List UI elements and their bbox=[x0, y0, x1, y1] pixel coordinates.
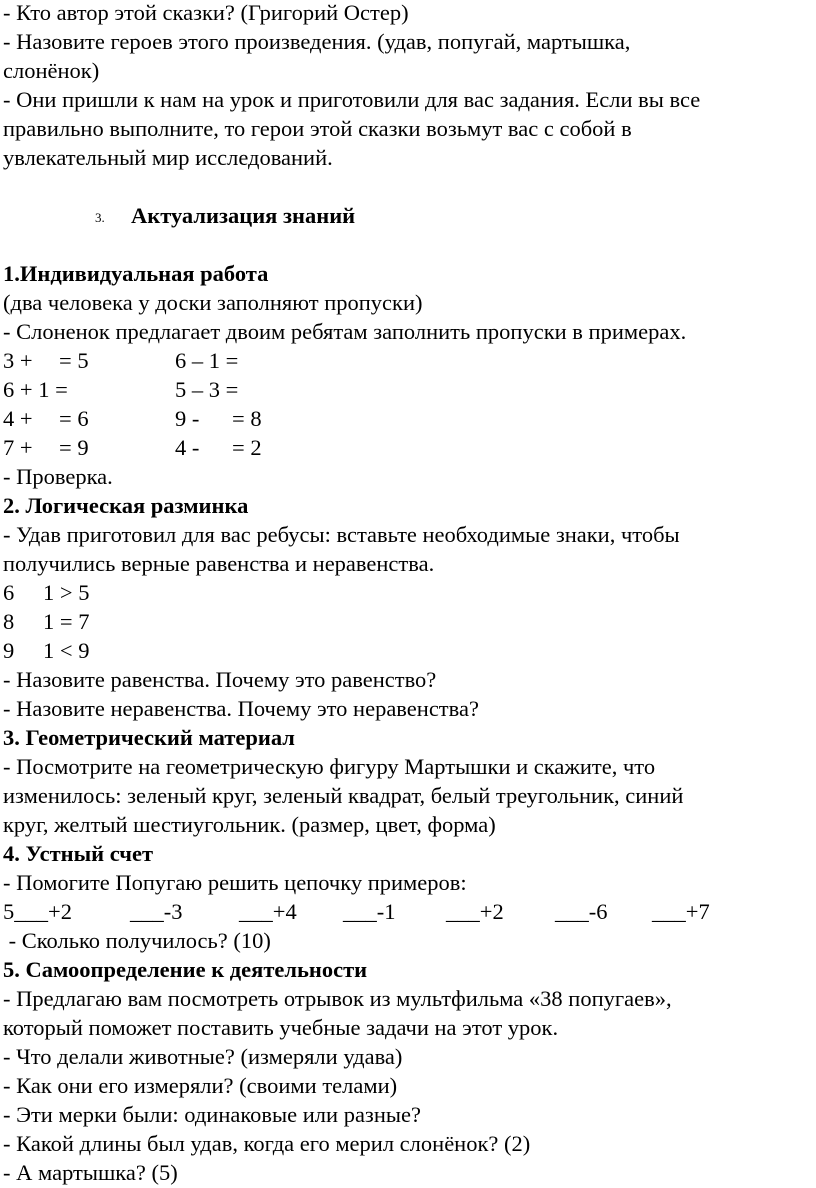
puzzle-right: 1 < 9 bbox=[43, 638, 90, 663]
example-row bbox=[3, 375, 813, 404]
example-left-result: = 5 bbox=[59, 348, 89, 373]
selfdef-line-1: - Предлагаю вам посмотреть отрывок из мультфильма «38 попугаев», bbox=[3, 986, 672, 1011]
selfdef-line-7: - А мартышка? (5) bbox=[3, 1160, 178, 1185]
puzzle-right: 1 > 5 bbox=[43, 580, 90, 605]
puzzle-row bbox=[3, 607, 813, 636]
intro-line-4: - Они пришли к нам на урок и приготовили для вас задания. Если вы все bbox=[3, 87, 701, 112]
oral-line: - Помогите Попугаю решить цепочку примеров: bbox=[3, 870, 467, 895]
selfdef-line-6: - Какой длины был удав, когда его мерил слонёнок? (2) bbox=[3, 1131, 531, 1156]
intro-line-6: увлекательный мир исследований. bbox=[3, 145, 333, 170]
logic-after-2: - Назовите неравенства. Почему это неравенства? bbox=[3, 696, 479, 721]
individual-work-heading: 1.Индивидуальная работа bbox=[3, 261, 269, 286]
example-right-result: = 2 bbox=[232, 435, 262, 460]
example-right: 4 - bbox=[175, 435, 200, 460]
puzzle-right: 1 = 7 bbox=[43, 609, 90, 634]
intro-line-5: правильно выполните, то герои этой сказки возьмут вас с собой в bbox=[3, 116, 632, 141]
example-left: 3 + bbox=[3, 348, 33, 373]
example-right-result: = 8 bbox=[232, 406, 262, 431]
logic-line-2: получились верные равенства и неравенства. bbox=[3, 551, 435, 576]
puzzle-left: 8 bbox=[3, 609, 15, 634]
chain-item: ___+7 bbox=[652, 899, 710, 924]
logic-line-1: - Удав приготовил для вас ребусы: вставьте необходимые знаки, чтобы bbox=[3, 522, 680, 547]
puzzle-row bbox=[3, 636, 813, 665]
geometry-heading: 3. Геометрический материал bbox=[3, 725, 295, 750]
example-row bbox=[3, 346, 813, 375]
intro-line-1: - Кто автор этой сказки? (Григорий Остер) bbox=[3, 0, 409, 25]
example-left: 6 + 1 = bbox=[3, 377, 68, 402]
example-left-result: = 9 bbox=[59, 435, 89, 460]
chain-item: ___-3 bbox=[130, 899, 183, 924]
geometry-line-2: изменилось: зеленый круг, зеленый квадрат, белый треугольник, синий bbox=[3, 783, 684, 808]
oral-heading: 4. Устный счет bbox=[3, 841, 154, 866]
oral-result: - Сколько получилось? (10) bbox=[3, 928, 271, 953]
selfdef-line-4: - Как они его измеряли? (своими телами) bbox=[3, 1073, 398, 1098]
document-page bbox=[3, 0, 813, 1187]
section-title: Актуализация знаний bbox=[131, 203, 356, 228]
example-left: 7 + bbox=[3, 435, 33, 460]
example-row bbox=[3, 433, 813, 462]
example-left: 4 + bbox=[3, 406, 33, 431]
selfdef-line-2: который поможет поставить учебные задачи на этот урок. bbox=[3, 1015, 559, 1040]
example-left-result: = 6 bbox=[59, 406, 89, 431]
selfdef-line-3: - Что делали животные? (измеряли удава) bbox=[3, 1044, 403, 1069]
chain-item: ___+4 bbox=[239, 899, 297, 924]
puzzle-row bbox=[3, 578, 813, 607]
puzzle-left: 6 bbox=[3, 580, 15, 605]
individual-line-2: - Слоненок предлагает двоим ребятам заполнить пропуски в примерах. bbox=[3, 319, 687, 344]
individual-line-1: (два человека у доски заполняют пропуски) bbox=[3, 290, 423, 315]
chain-row bbox=[3, 897, 813, 926]
example-row bbox=[3, 404, 813, 433]
example-right: 6 – 1 = bbox=[175, 348, 239, 373]
selfdef-line-5: - Эти мерки были: одинаковые или разные? bbox=[3, 1102, 421, 1127]
geometry-line-1: - Посмотрите на геометрическую фигуру Мартышки и скажите, что bbox=[3, 754, 656, 779]
chain-item: ___+2 bbox=[446, 899, 504, 924]
section-heading bbox=[3, 201, 813, 230]
chain-item: ___-1 bbox=[343, 899, 396, 924]
geometry-line-3: круг, желтый шестиугольник. (размер, цвет, форма) bbox=[3, 812, 496, 837]
selfdef-heading: 5. Самоопределение к деятельности bbox=[3, 957, 368, 982]
example-right: 9 - bbox=[175, 406, 200, 431]
chain-item: 5___+2 bbox=[3, 899, 72, 924]
puzzle-left: 9 bbox=[3, 638, 15, 663]
intro-line-3: слонёнок) bbox=[3, 58, 100, 83]
chain-item: ___-6 bbox=[555, 899, 608, 924]
section-number: 3. bbox=[95, 210, 105, 225]
logic-after-1: - Назовите равенства. Почему это равенство? bbox=[3, 667, 437, 692]
check-line: - Проверка. bbox=[3, 464, 113, 489]
logic-heading: 2. Логическая разминка bbox=[3, 493, 249, 518]
example-right: 5 – 3 = bbox=[175, 377, 239, 402]
intro-line-2: - Назовите героев этого произведения. (удав, попугай, мартышка, bbox=[3, 29, 631, 54]
